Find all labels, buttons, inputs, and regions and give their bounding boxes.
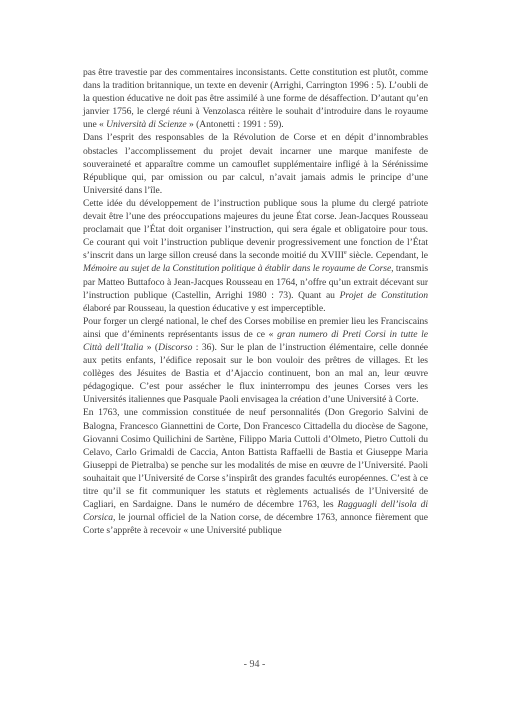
italic-text: Ragguagli dell’isola di Corsica: [83, 499, 428, 524]
paragraph-text: pas être travestie par des commentaires inconsistants. Cette constitution est plutôt, comme dans la tradition britannique, un texte en devenir (Arrighi, Carrington 1996 : 5). L’oubli de la question éducative ne doit pas être assimilé à une forme de désaffection. D’autant qu’en janvier 1756, le clergé réuni à Venzolasca réitère le souhait d’introduire dans le royaume une «: [83, 67, 428, 131]
paragraph-text: Pour forger un clergé national, le chef des Corses mobilise en premier lieu les Franciscains ainsi que d’éminents représentants issus de ce «: [83, 315, 428, 340]
italic-text: Mémoire au sujet de la Constitution politique à établir dans le royaume de Corse: [83, 263, 392, 275]
italic-text: gran numero di Preti Corsi in tutte le Città dell’Italia: [83, 328, 428, 353]
superscript-text: e: [343, 249, 347, 257]
paragraph-text: , transmis par Matteo Buttafoco à Jean-Jacques Rousseau en 1764, n’offre qu’un extrait décevant sur l’instruction publique (Castellin, Arrighi 1980 : 73). Quant au: [83, 263, 429, 301]
paragraph: [83, 197, 428, 315]
paragraph: [83, 406, 428, 537]
paragraph: [83, 315, 428, 407]
paragraph: [83, 66, 428, 131]
paragraph-text: élaboré par Rousseau, la question éducative y est imperceptible.: [83, 302, 326, 314]
paragraph-text: , le journal officiel de la Nation corse, de décembre 1763, annonce fièrement que Corte s’apprête à recevoir « une Université publique: [83, 512, 428, 537]
italic-text: Discorso: [158, 341, 193, 353]
paragraph-text: Cette idée du développement de l’instruction publique sous la plume du clergé patriote devait être l’une des préoccupations majeures du jeune État corse. Jean-Jacques Rousseau proclamait que l’État doit organiser l’instruction, qui sera égale et obligatoire pour tous. Ce courant qui voit l’instruction publique devenir progressivement une fonction de l’État s’inscrit dans un large sillon creusé dans la seconde moitié du XVIII: [83, 197, 428, 262]
page-number: - 94 -: [243, 659, 266, 670]
paragraph: [83, 131, 428, 196]
body-text: [83, 66, 428, 537]
paragraph-text: En 1763, une commission constituée de neuf personnalités (Don Gregorio Salvini de Balogna, Francesco Giannettini de Corte, Don Francesco Cittadella du diocèse de Sagone, Giovanni Cosimo Quilichini de Sartène, Filippo Maria Cuttoli d’Olmeto, Pietro Cuttoli du Celavo, Carlo Grimaldi de Caccia, Anton Battista Raffaelli de Bastia et Giuseppe Maria Giuseppi de Pietralba) se penche sur les modalités de mise en œuvre de l’Université. Paoli souhaitait que l’Université de Corse s’inspirât des grandes facultés européennes. C’est à ce titre qu’il se fit communiquer les statuts et règlements actualisés de l’Université de Cagliari, en Sardaigne. Dans le numéro de décembre 1763, les: [83, 407, 428, 511]
italic-text: Università di Scienze: [106, 119, 187, 131]
paragraph-text: Dans l’esprit des responsables de la Révolution de Corse et en dépit d’innombrables obstacles l’accomplissement du projet devait incarner une marque manifeste de souveraineté et apparaître comme un camouflet supplémentaire infligé à la Sérénissime République qui, par omission ou par calcul, n’avait jamais admis le principe d’une Université dans l’île.: [83, 132, 428, 196]
paragraph-text: : 36). Sur le plan de l’instruction élémentaire, celle donnée aux petits enfants, l’édifice reposait sur le bon vouloir des prêtres de villages. Et les collèges des Jésuites de Bastia et d’Ajaccio continuent, bon an mal an, leur œuvre pédagogique. C’est pour assécher le flux ininterrompu des jeunes Corses vers les Universités italiennes que Pasquale Paoli envisagea la création d’une Université à Corte.: [83, 341, 428, 406]
paragraph-text: » (Antonetti : 1991 : 59).: [186, 119, 284, 131]
paragraph-text: siècle. Cependant, le: [346, 250, 428, 262]
paragraph-text: » (: [143, 341, 159, 353]
italic-text: Projet de Constitution: [339, 289, 428, 301]
